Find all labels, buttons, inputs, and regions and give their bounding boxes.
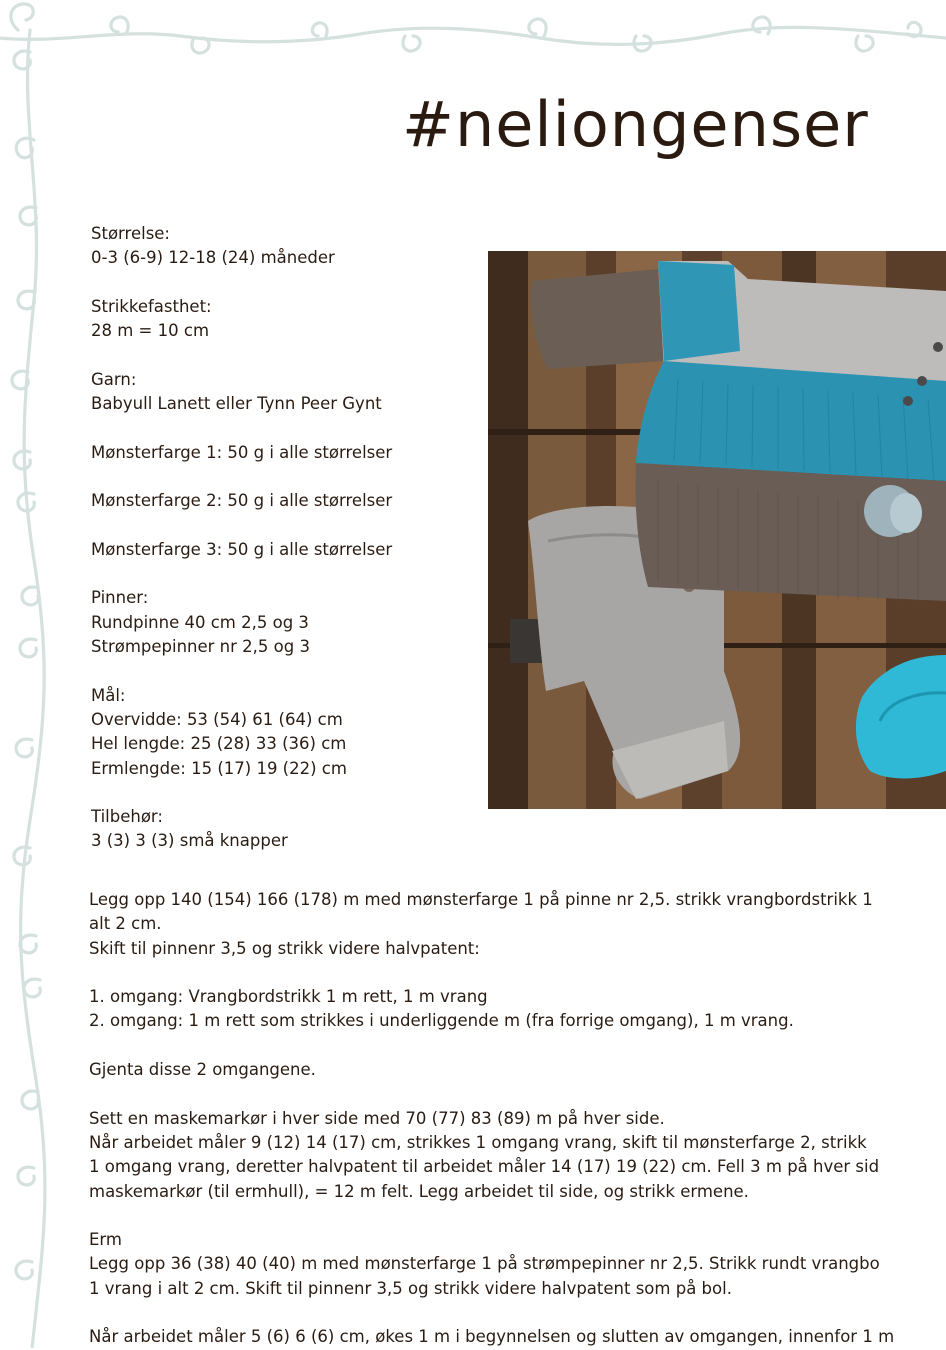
instruction-line-blank — [89, 1034, 946, 1058]
instruction-line: Sett en maskemarkør i hver side med 70 (77) 83 (89) m på hver side. — [89, 1108, 665, 1128]
spec-line-blank — [91, 562, 471, 586]
spec-line: Tilbehør: — [91, 807, 163, 827]
spec-line: Strikkefasthet: — [91, 296, 212, 316]
instruction-line: maskemarkør (til ermhull), = 12 m felt. Legg arbeidet til side, og strikk ermene. — [89, 1181, 749, 1201]
spec-line-blank — [91, 781, 471, 805]
spec-line-blank — [91, 659, 471, 683]
spec-line: Rundpinne 40 cm 2,5 og 3 — [91, 612, 309, 632]
instruction-line: Gjenta disse 2 omgangene. — [89, 1060, 316, 1080]
spec-line-blank — [91, 465, 471, 489]
spec-line-blank — [91, 271, 471, 295]
instruction-line: 1 vrang i alt 2 cm. Skift til pinnenr 3,5 og strikk videre halvpatent som på bol. — [89, 1278, 732, 1298]
spec-line: 0-3 (6-9) 12-18 (24) måneder — [91, 248, 335, 268]
instruction-line-blank — [89, 1301, 946, 1325]
spec-line: Hel lengde: 25 (28) 33 (36) cm — [91, 734, 347, 754]
pattern-instructions — [89, 888, 946, 1350]
instruction-line: Skift til pinnenr 3,5 og strikk videre halvpatent: — [89, 938, 480, 958]
pattern-specifications — [91, 222, 471, 854]
instruction-line-blank — [89, 1082, 946, 1106]
instruction-line: Når arbeidet måler 5 (6) 6 (6) cm, økes 1 m i begynnelsen og slutten av omgangen, innenfor 1 m — [89, 1327, 895, 1347]
spec-line: Garn: — [91, 369, 137, 389]
instruction-line: Legg opp 140 (154) 166 (178) m med mønsterfarge 1 på pinne nr 2,5. strikk vrangbordstrikk 1 — [89, 890, 873, 909]
spec-line: Strømpepinner nr 2,5 og 3 — [91, 637, 310, 657]
instruction-line: Legg opp 36 (38) 40 (40) m med mønsterfarge 1 på strømpepinner nr 2,5. Strikk rundt vrangbo — [89, 1254, 880, 1274]
spec-line: Pinner: — [91, 588, 149, 608]
spec-line: Størrelse: — [91, 224, 170, 243]
instruction-line-blank — [89, 961, 946, 985]
instruction-line: Når arbeidet måler 9 (12) 14 (17) cm, strikkes 1 omgang vrang, skift til mønsterfarge 2, strikk — [89, 1132, 867, 1152]
spec-line: Mønsterfarge 1: 50 g i alle størrelser — [91, 442, 393, 462]
spec-line: Ermlengde: 15 (17) 19 (22) cm — [91, 758, 347, 778]
spec-line: Mønsterfarge 2: 50 g i alle størrelser — [91, 491, 393, 511]
instruction-line: 1 omgang vrang, deretter halvpatent til arbeidet måler 14 (17) 19 (22) cm. Fell 3 m på hver sid — [89, 1157, 880, 1177]
spec-line-blank — [91, 514, 471, 538]
spec-line: Babyull Lanett eller Tynn Peer Gynt — [91, 394, 382, 414]
instruction-line: Erm — [89, 1230, 122, 1250]
instruction-line: 2. omgang: 1 m rett som strikkes i underliggende m (fra forrige omgang), 1 m vrang. — [89, 1011, 794, 1031]
instruction-line: 1. omgang: Vrangbordstrikk 1 m rett, 1 m vrang — [89, 987, 488, 1007]
spec-line-blank — [91, 343, 471, 367]
spec-line: Overvidde: 53 (54) 61 (64) cm — [91, 709, 343, 729]
spec-line: 3 (3) 3 (3) små knapper — [91, 831, 288, 851]
page-title: #neliongenser — [402, 88, 869, 161]
spec-line: 28 m = 10 cm — [91, 321, 210, 341]
instruction-line: alt 2 cm. — [89, 914, 162, 934]
spec-line: Mål: — [91, 685, 126, 705]
spec-line: Mønsterfarge 3: 50 g i alle størrelser — [91, 539, 393, 559]
instruction-line-blank — [89, 1204, 946, 1228]
knitted-sweater-photo — [488, 251, 946, 809]
spec-line-blank — [91, 416, 471, 440]
